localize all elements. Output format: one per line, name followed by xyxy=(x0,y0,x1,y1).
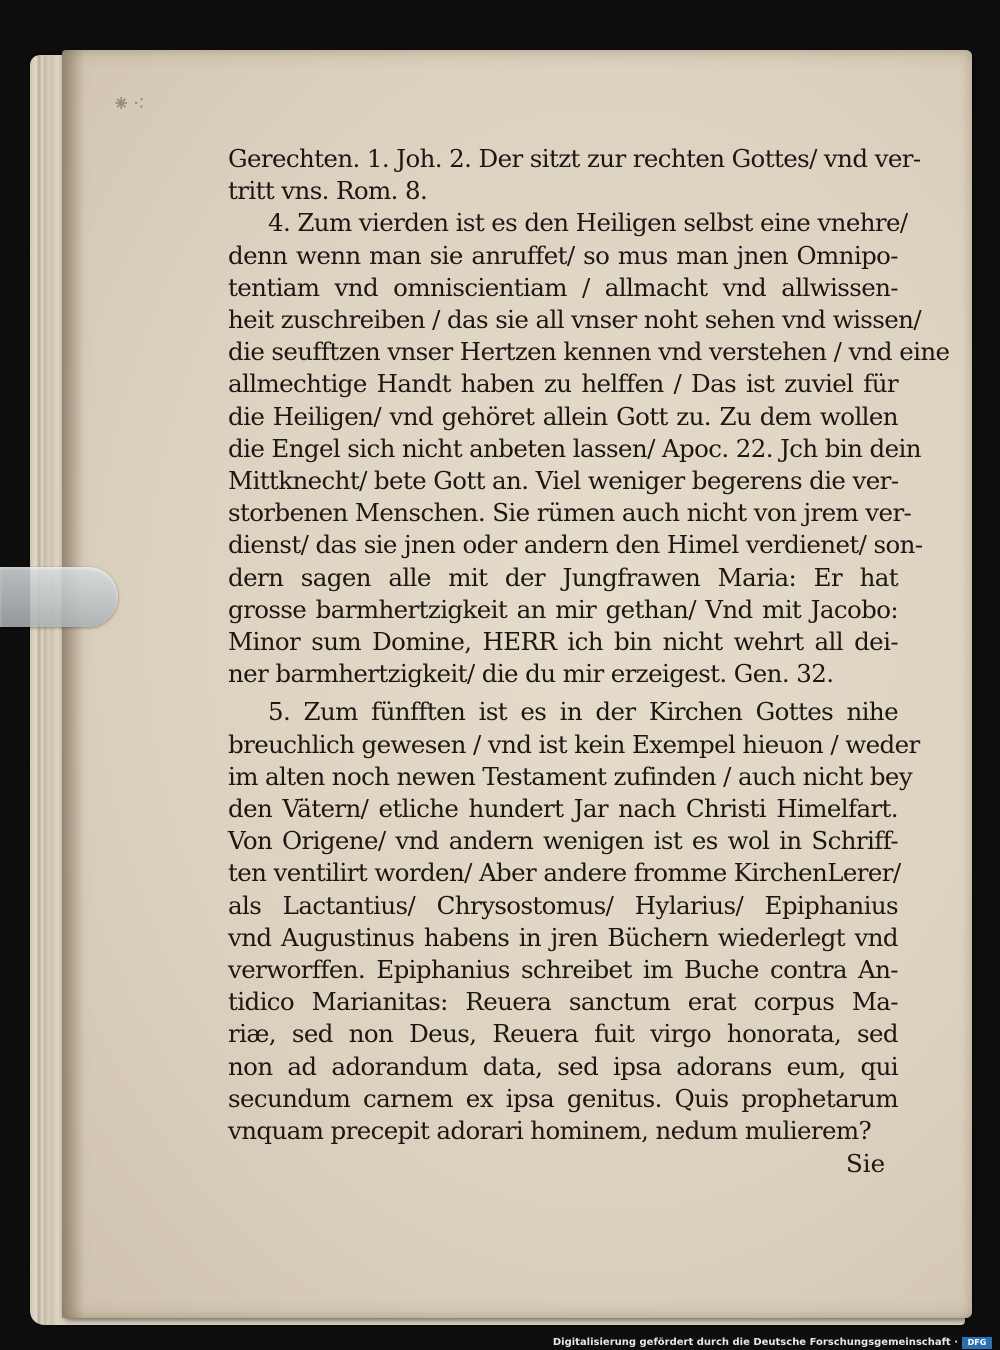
text-line: riæ, sed non Deus, Reuera fuit virgo honorata, sed xyxy=(228,1019,898,1049)
text-line: im alten noch newen Testament zufinden / auch nicht bey xyxy=(228,761,913,791)
text-line: ten ventilirt worden/ Aber andere fromme KirchenLerer/ xyxy=(228,858,901,888)
text-line: heit zuschreiben / das sie all vnser noht sehen vnd wissen/ xyxy=(228,305,921,335)
text-line: non ad adorandum data, sed ipsa adorans eum, qui xyxy=(228,1051,898,1081)
text-line: 4. Zum vierden ist es den Heiligen selbst eine vnehre/ xyxy=(268,208,908,238)
text-line: grosse barmhertzigkeit an mir gethan/ Vnd mit Jacobo: xyxy=(228,594,898,624)
text-line: verworffen. Epiphanius schreibet im Buche contra An- xyxy=(228,955,898,985)
text-line: Von Origene/ vnd andern wenigen ist es wol in Schriff- xyxy=(228,826,898,856)
text-line: ner barmhertzigkeit/ die du mir erzeigest. Gen. 32. xyxy=(228,659,834,689)
ink-smudge-mark: ⁕⁖ xyxy=(112,92,148,117)
text-line: tidico Marianitas: Reuera sanctum erat corpus Ma- xyxy=(228,987,898,1017)
catchword: Sie xyxy=(846,1149,886,1178)
dfg-logo-icon: DFG xyxy=(962,1337,992,1349)
text-line: tentiam vnd omniscientiam / allmacht vnd allwissen- xyxy=(228,272,898,302)
text-line: vnd Augustinus habens in jren Büchern wiederlegt vnd xyxy=(228,922,898,952)
text-line: storbenen Menschen. Sie rümen auch nicht von jrem ver- xyxy=(228,498,912,528)
digitization-credit: Digitalisierung gefördert durch die Deutsche Forschungsgemeinschaft · xyxy=(552,1337,958,1348)
text-line: 5. Zum fünfften ist es in der Kirchen Gottes nihe xyxy=(268,697,898,727)
text-line: tritt vns. Rom. 8. xyxy=(228,176,428,206)
text-line: die seufftzen vnser Hertzen kennen vnd verstehen / vnd eine xyxy=(228,337,950,367)
text-line: dienst/ das sie jnen oder andern den Himel verdienet/ son- xyxy=(228,530,923,560)
text-line: vnquam precepit adorari hominem, nedum mulierem? xyxy=(228,1116,872,1146)
text-line: Mittknecht/ bete Gott an. Viel weniger begerens die ver- xyxy=(228,466,899,496)
text-line: Minor sum Domine, HERR ich bin nicht wehrt all dei- xyxy=(228,627,898,657)
text-line: dern sagen alle mit der Jungfrawen Maria: Er hat xyxy=(228,562,898,592)
text-line: secundum carnem ex ipsa genitus. Quis prophetarum xyxy=(228,1083,898,1113)
text-line: als Lactantius/ Chrysostomus/ Hylarius/ Epiphanius xyxy=(228,890,898,920)
text-line: breuchlich gewesen / vnd ist kein Exempel hieuon / weder xyxy=(228,729,920,759)
text-line: die Engel sich nicht anbeten lassen/ Apoc. 22. Jch bin dein xyxy=(228,433,921,463)
text-line: Gerechten. 1. Joh. 2. Der sitzt zur rechten Gottes/ vnd ver- xyxy=(228,144,921,173)
text-line: die Heiligen/ vnd gehöret allein Gott zu. Zu dem wollen xyxy=(228,401,898,431)
text-line: den Vätern/ etliche hundert Jar nach Christi Himelfart. xyxy=(228,794,898,824)
page-gutter-shadow xyxy=(62,50,84,1318)
text-line: allmechtige Handt haben zu helffen / Das ist zuviel für xyxy=(228,369,898,399)
text-line: denn wenn man sie anruffet/ so mus man jnen Omnipo- xyxy=(228,240,898,270)
body-text xyxy=(228,143,950,1147)
plastic-page-clip xyxy=(0,567,118,627)
